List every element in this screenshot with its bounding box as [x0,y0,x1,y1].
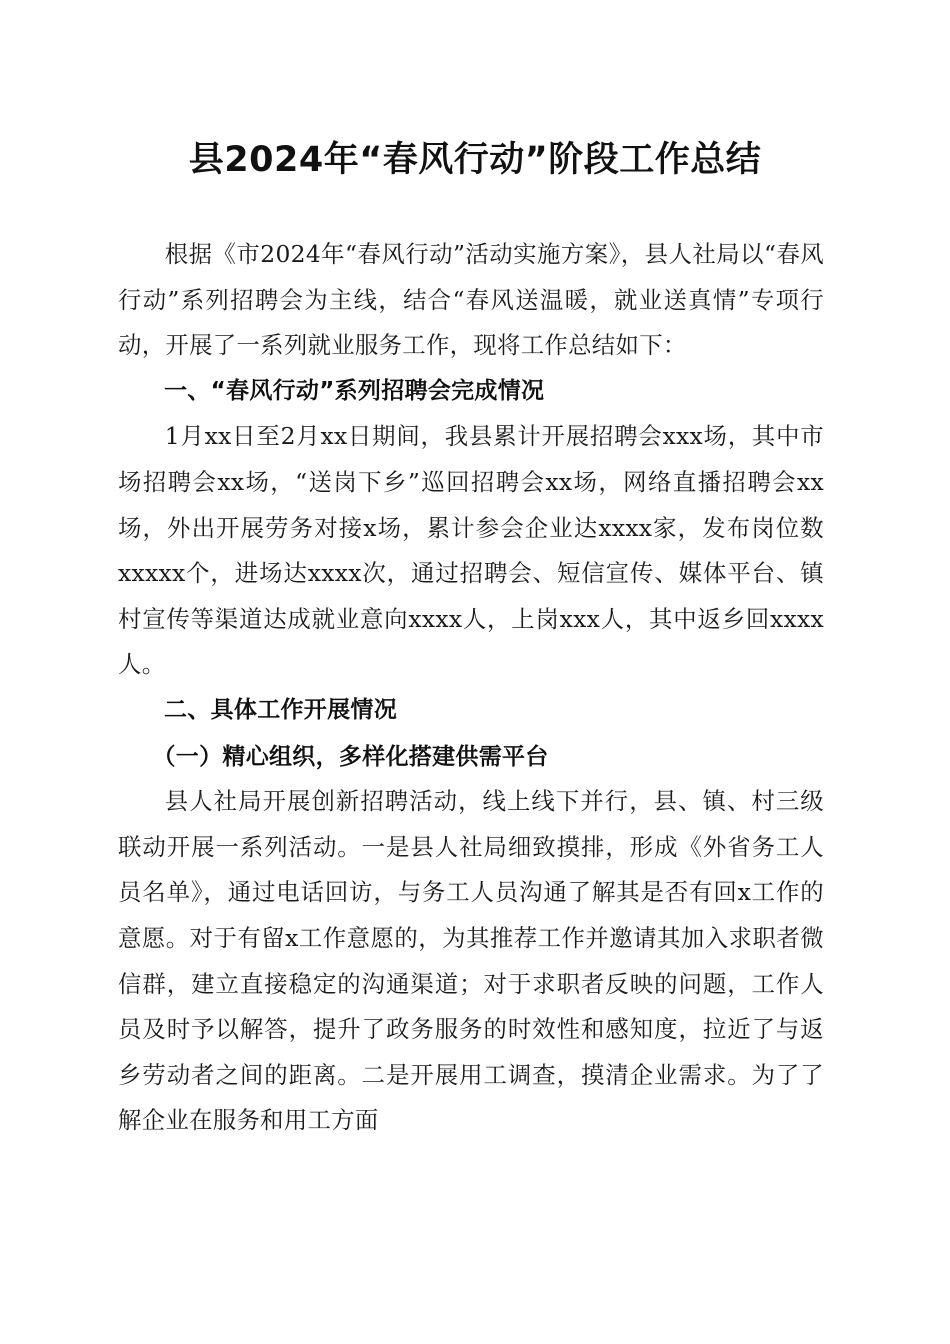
section-heading-1: 一、“春风行动”系列招聘会完成情况 [164,377,545,404]
document-title: 县2024年“春风行动”阶段工作总结 [188,140,762,180]
subsection1-paragraph: 县人社局开展创新招聘活动，线上线下并行，县、镇、村三级联动开展一系列活动。一是县人社局细致摸排，形成《外省务工人员名单》，通过电话回访，与务工人员沟通了解其是否有回x工作的意愿。对于有留x工作意愿的，为其推荐工作并邀请其加入求职者微信群，建立直接稳定的沟通渠道；对于求职者反映的问题，工作人员及时予以解答，提升了政务服务的时效性和感知度，拉近了与返乡劳动者之间的距离。二是开展用工调查，摸清企业需求。为了了解企业在服务和用工方面 [118,787,824,1135]
section-heading-2: 二、具体工作开展情况 [164,696,397,723]
subsection-heading-1: （一）精心组织，多样化搭建供需平台 [152,742,549,770]
section1-paragraph: 1月xx日至2月xx日期间，我县累计开展招聘会xxx场，其中市场招聘会xx场，“送岗下乡”巡回招聘会xx场，网络直播招聘会xx场，外出开展劳务对接x场，累计参会企业达xxxx家，发布岗位数xxxxx个，进场达xxxx次，通过招聘会、短信宣传、媒体平台、镇村宣传等渠道达成就业意向xxxx人，上岗xxx人，其中返乡回xxxx人。 [118,422,824,679]
intro-paragraph: 根据《市2024年“春风行动”活动实施方案》，县人社局以“春风行动”系列招聘会为主线，结合“春风送温暖，就业送真情”专项行动，开展了一系列就业服务工作，现将工作总结如下： [118,240,824,360]
document-body [118,232,824,1144]
